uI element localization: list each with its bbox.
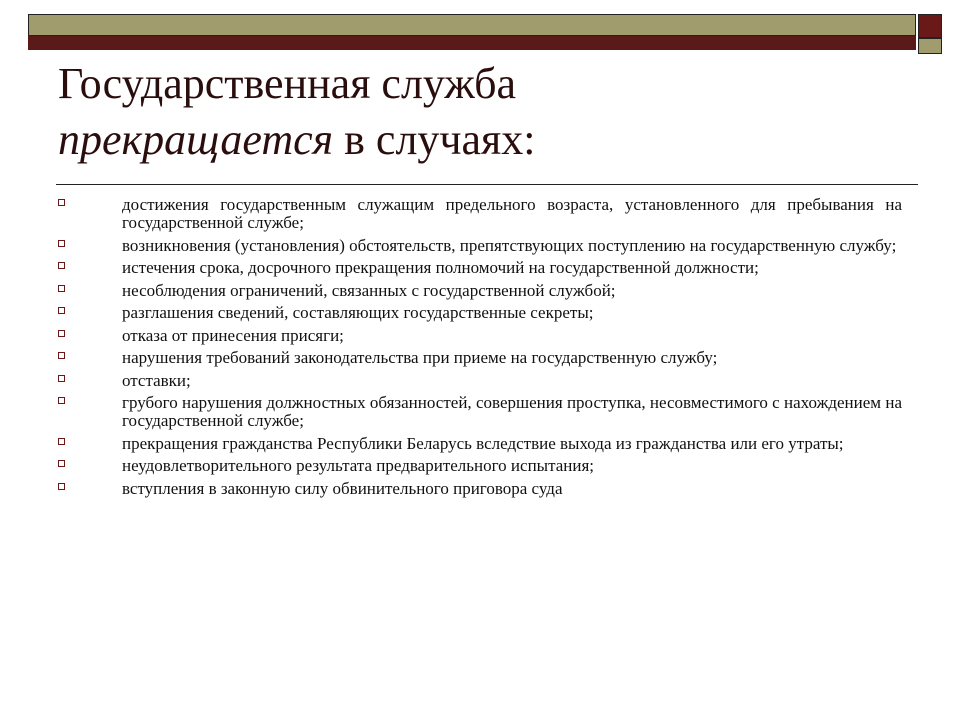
- title-line1: Государственная служба: [58, 59, 517, 108]
- list-item: грубого нарушения должностных обязанностей, совершения проступка, несовместимого с нахождением на государственной службе;: [58, 394, 902, 430]
- square-bullet-icon: [58, 375, 65, 382]
- bullet-list: [58, 196, 902, 502]
- title-rest: в случаях:: [333, 115, 536, 164]
- list-item: отставки;: [58, 372, 902, 390]
- list-item: разглашения сведений, составляющих государственные секреты;: [58, 304, 902, 322]
- list-item: отказа от принесения присяги;: [58, 327, 902, 345]
- list-item: истечения срока, досрочного прекращения полномочий на государственной должности;: [58, 259, 902, 277]
- square-bullet-icon: [58, 352, 65, 359]
- square-bullet-icon: [58, 438, 65, 445]
- corner-square-olive: [918, 38, 942, 54]
- title-italic: прекращается: [58, 115, 334, 164]
- square-bullet-icon: [58, 397, 65, 404]
- list-item: вступления в законную силу обвинительного приговора суда: [58, 480, 902, 498]
- list-item: нарушения требований законодательства при приеме на государственную службу;: [58, 349, 902, 367]
- square-bullet-icon: [58, 307, 65, 314]
- page-title: [58, 56, 918, 168]
- list-item: неудовлетворительного результата предварительного испытания;: [58, 457, 902, 475]
- header-band-dark: [28, 36, 916, 50]
- title-divider: [56, 184, 918, 185]
- header-band: [28, 14, 916, 36]
- list-item: возникновения (установления) обстоятельств, препятствующих поступлению на государственную службу;: [58, 237, 902, 255]
- square-bullet-icon: [58, 285, 65, 292]
- list-item: несоблюдения ограничений, связанных с государственной службой;: [58, 282, 902, 300]
- square-bullet-icon: [58, 460, 65, 467]
- square-bullet-icon: [58, 262, 65, 269]
- square-bullet-icon: [58, 330, 65, 337]
- corner-square-red: [918, 14, 942, 38]
- square-bullet-icon: [58, 199, 65, 206]
- list-item: достижения государственным служащим предельного возраста, установленного для пребывания на государственной службе;: [58, 196, 902, 232]
- square-bullet-icon: [58, 483, 65, 490]
- list-item: прекращения гражданства Республики Беларусь вследствие выхода из гражданства или его утраты;: [58, 435, 902, 453]
- square-bullet-icon: [58, 240, 65, 247]
